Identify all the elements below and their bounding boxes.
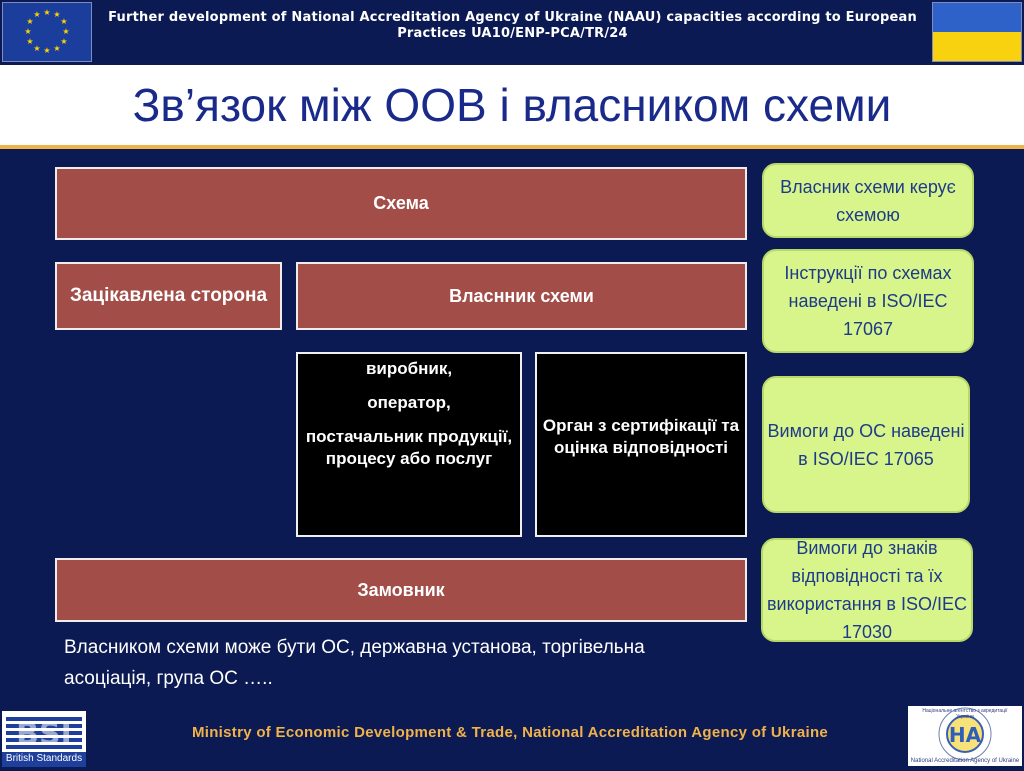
- svg-text:★: ★: [43, 46, 51, 55]
- svg-text:★: ★: [53, 44, 61, 53]
- svg-text:★: ★: [62, 27, 70, 36]
- svg-text:★: ★: [24, 27, 32, 36]
- svg-text:★: ★: [60, 17, 68, 26]
- svg-text:★: ★: [26, 37, 34, 46]
- customer-box: Замовник: [55, 558, 747, 622]
- title-divider: [0, 145, 1024, 149]
- naau-label-ua: Національне агентство з акредитації України: [922, 708, 1008, 720]
- bsi-label: British Standards: [5, 753, 83, 764]
- note-iso-17030: Вимоги до знаків відповідності та їх використання в ISO/IEC 17030: [761, 538, 973, 642]
- svg-text:★: ★: [33, 44, 41, 53]
- note-iso-17067: Інструкції по схемах наведені в ISO/IEC 17067: [762, 249, 974, 353]
- certification-body-box: [535, 352, 747, 537]
- note-owner-manages: Власник схеми керує схемою: [762, 163, 974, 238]
- ukraine-flag-icon: [932, 2, 1022, 62]
- svg-text:★: ★: [33, 10, 41, 19]
- supplier-line: постачальник продукції, процесу або послуг: [305, 427, 513, 468]
- scheme-owner-note: Власником схеми може бути ОС, державна установа, торгівельна асоціація, група ОС …..: [64, 637, 645, 689]
- svg-text:НА: НА: [948, 723, 982, 747]
- svg-text:BSI: BSI: [16, 717, 72, 752]
- scheme-box: Схема: [55, 167, 747, 240]
- certification-body-label: Орган з сертифікації та оцінка відповідності: [542, 415, 740, 457]
- naau-logo-icon: [908, 706, 1022, 766]
- svg-text:★: ★: [26, 17, 34, 26]
- svg-text:★: ★: [43, 8, 51, 17]
- footer-ministry: Ministry of Economic Development & Trade, National Accreditation Agency of Ukraine: [191, 724, 829, 741]
- project-title: Further development of National Accreditation Agency of Ukraine (NAAU) capacities according to European Practices UA10/ENP-PCA/TR/24: [108, 10, 917, 41]
- interested-party-box: Зацікавлена сторона: [55, 262, 282, 330]
- svg-text:★: ★: [53, 10, 61, 19]
- naau-label: National Accreditation Agency of Ukraine: [910, 758, 1020, 764]
- producer-box: [296, 352, 522, 537]
- slide-title: Зв’язок між ООВ і власником схеми: [132, 79, 892, 131]
- operator-line: оператор,: [367, 393, 451, 412]
- producer-line: виробник,: [365, 359, 453, 378]
- note-iso-17065: Вимоги до ОС наведені в ISO/IEC 17065: [762, 376, 970, 513]
- svg-text:★: ★: [60, 37, 68, 46]
- eu-flag-icon: [2, 2, 92, 62]
- scheme-owner-box: Власнник схеми: [296, 262, 747, 330]
- bsi-logo-icon: [2, 711, 86, 767]
